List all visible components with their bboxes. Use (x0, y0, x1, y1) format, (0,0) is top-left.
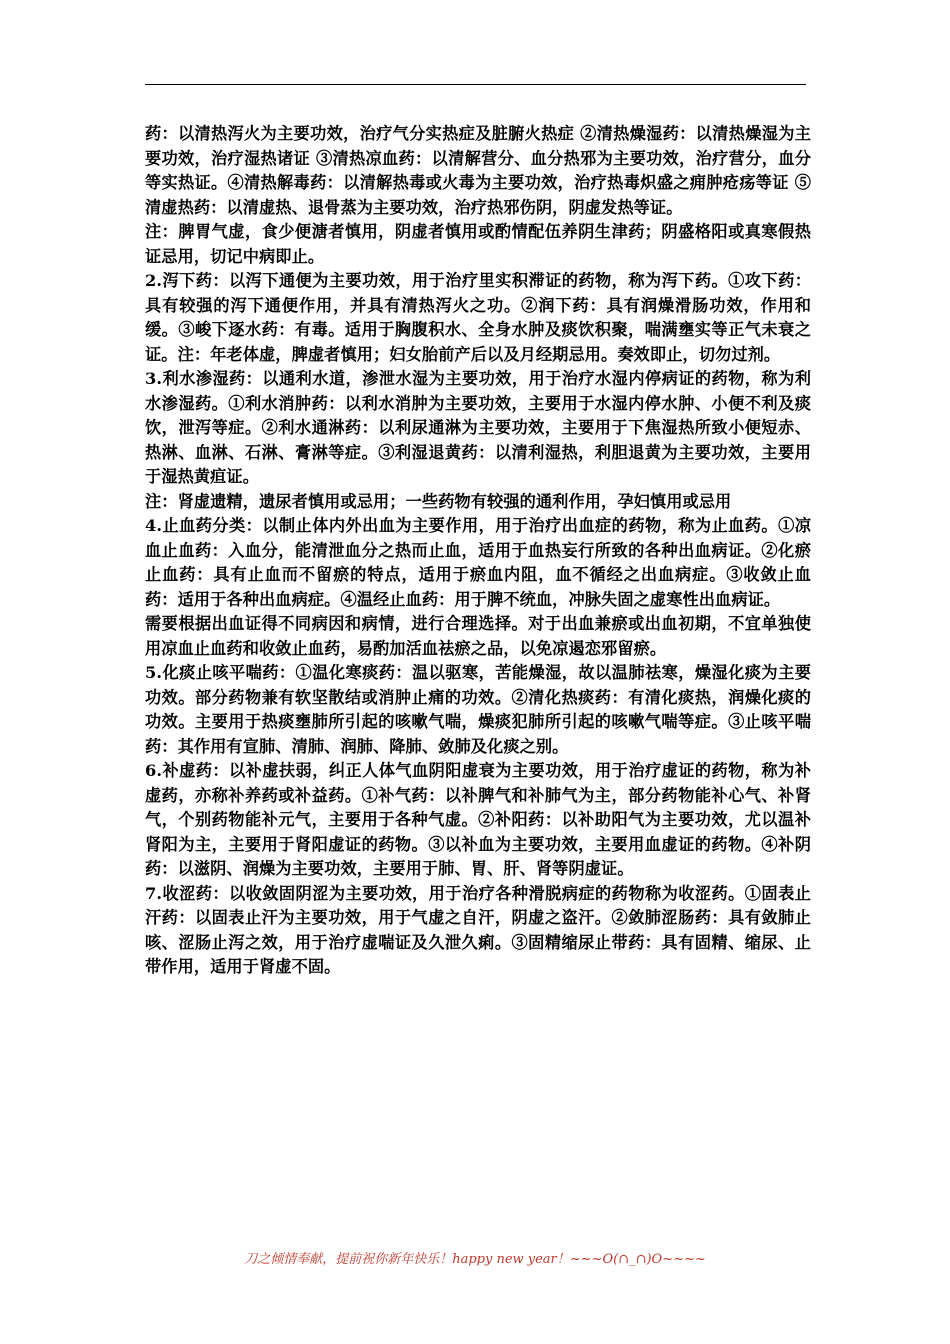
paragraph-qingre: 药：以清热泻火为主要功效，治疗气分实热症及脏腑火热症 ②清热燥湿药：以清热燥湿为主要功效，治疗湿热诸证 ③清热凉血药：以清解营分、血分热邪为主要功效，治疗营分，血分等实热证。④清热解毒药：以清解热毒或火毒为主要功效，治疗热毒炽盛之痈肿疮疡等证 ⑤清虚热药：以清虚热、退骨蒸为主要功效，治疗热邪伤阴，阴虚发热等证。 (145, 124, 811, 217)
paragraph-zhixue: 4.止血药分类：以制止体内外出血为主要作用，用于治疗出血症的药物，称为止血药。①凉血止血药：入血分，能清泄血分之热而止血，适用于血热妄行所致的各种出血病证。②化瘀止血药：具有止血而不留瘀的特点，适用于瘀血内阻，血不循经之出血病症。③收敛止血药：适用于各种出血病症。④温经止血药：用于脾不统血，冲脉失固之虚寒性出血病证。 (145, 516, 811, 609)
paragraph-huatan: 5.化痰止咳平喘药：①温化寒痰药：温以驱寒，苦能燥湿，故以温肺祛寒，燥湿化痰为主要功效。部分药物兼有软坚散结或消肿止痛的功效。②清化热痰药：有清化痰热，润燥化痰的功效。主要用于热痰壅肺所引起的咳嗽气喘，燥痰犯肺所引起的咳嗽气喘等症。③止咳平喘药：其作用有宣肺、清肺、润肺、降肺、敛肺及化痰之别。 (145, 663, 811, 756)
paragraph-zhixue-note: 需要根据出血证得不同病因和病情，进行合理选择。对于出血兼瘀或出血初期，不宜单独使用凉血止血药和收敛止血药，易酌加活血祛瘀之品，以免凉遏恋邪留瘀。 (145, 614, 811, 658)
footer-greeting: 刀之倾情奉献，提前祝你新年快乐！happy new year！~~~O(∩_∩)O~~~~ (244, 1252, 706, 1267)
document-body (145, 122, 811, 980)
paragraph-qingre-note: 注：脾胃气虚，食少便溏者慎用，阴虚者慎用或酌情配伍养阴生津药；阴盛格阳或真寒假热证忌用，切记中病即止。 (145, 222, 811, 266)
header-rule (145, 84, 806, 85)
paragraph-xiexia: 2.泻下药：以泻下通便为主要功效，用于治疗里实积滞证的药物，称为泻下药。①攻下药：具有较强的泻下通便作用，并具有清热泻火之功。②润下药：具有润燥滑肠功效，作用和缓。③峻下逐水药：有毒。适用于胸腹积水、全身水肿及痰饮积聚，喘满壅实等正气未衰之证。注：年老体虚，脾虚者慎用；妇女胎前产后以及月经期忌用。奏效即止，切勿过剂。 (145, 271, 811, 364)
paragraph-shouse: 7.收涩药：以收敛固阴涩为主要功效，用于治疗各种滑脱病症的药物称为收涩药。①固表止汗药：以固表止汗为主要功效，用于气虚之自汗，阴虚之盗汗。②敛肺涩肠药：具有敛肺止咳、涩肠止泻之效，用于治疗虚喘证及久泄久痢。③固精缩尿止带药：具有固精、缩尿、止带作用，适用于肾虚不固。 (145, 883, 811, 976)
paragraph-buxu: 6.补虚药：以补虚扶弱，纠正人体气血阴阳虚衰为主要功效，用于治疗虚证的药物，称为补虚药，亦称补养药或补益药。①补气药：以补脾气和补肺气为主，部分药物能补心气、补肾气，个别药物能补元气，主要用于各种气虚。②补阳药：以补助阳气为主要功效，尤以温补肾阳为主，主要用于肾阳虚证的药物。③以补血为主要功效，主要用血虚证的药物。④补阴药：以滋阴、润燥为主要功效，主要用于肺、胃、肝、肾等阴虚证。 (145, 761, 811, 878)
paragraph-lishui: 3.利水渗湿药：以通利水道，渗泄水湿为主要功效，用于治疗水湿内停病证的药物，称为利水渗湿药。①利水消肿药：以利水消肿为主要功效，主要用于水湿内停水肿、小便不利及痰饮，泄泻等症。②利水通淋药：以利尿通淋为主要功效，主要用于下焦湿热所致小便短赤、热淋、血淋、石淋、膏淋等症。③利湿退黄药：以清利湿热，利胆退黄为主要功效，主要用于湿热黄疸证。 (145, 369, 811, 486)
paragraph-lishui-note: 注：肾虚遗精，遗尿者慎用或忌用；一些药物有较强的通利作用，孕妇慎用或忌用 (145, 491, 732, 511)
